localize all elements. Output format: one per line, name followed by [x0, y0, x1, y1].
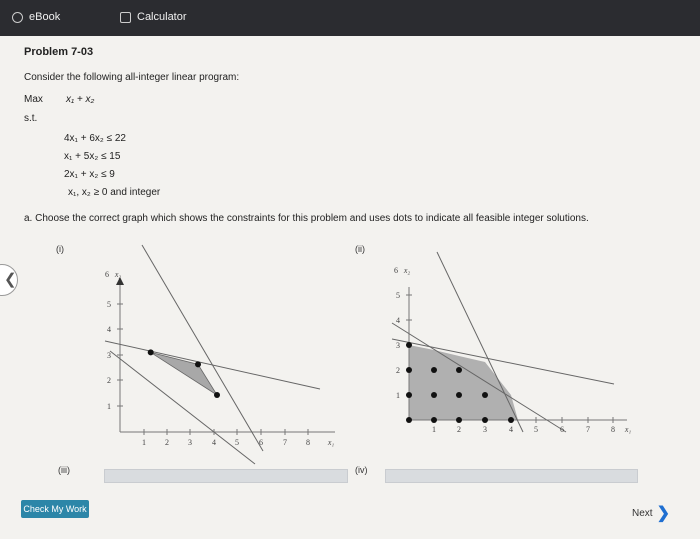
- constraint-4: x₁, x₂ ≥ 0 and integer: [68, 187, 161, 198]
- x-axis-label: x₁: [624, 425, 632, 434]
- objective-expression: x₁ + x₂: [66, 94, 95, 105]
- x-tick-label-1: 1: [142, 438, 146, 447]
- graph-option-i[interactable]: [100, 251, 350, 451]
- ebook-icon: [12, 12, 23, 23]
- y-tick-label-1: 1: [396, 391, 400, 400]
- y-tick-label-3: 3: [396, 341, 400, 350]
- ebook-tab[interactable]: [12, 11, 60, 23]
- x-tick-label-8: 8: [611, 425, 615, 434]
- x-tick-label-6: 6: [259, 438, 263, 447]
- subject-to-label: s.t.: [24, 113, 38, 124]
- option-i-label: (i): [56, 244, 64, 254]
- objective-label: Max: [24, 94, 43, 105]
- top-toolbar: [0, 0, 700, 36]
- problem-title: Problem 7-03: [24, 46, 94, 58]
- feasible-region-shading: [409, 345, 518, 420]
- y-tick-label-5: 5: [396, 291, 400, 300]
- check-my-work-button[interactable]: Check My Work: [21, 500, 89, 518]
- calculator-icon: [120, 12, 131, 23]
- x-tick-label-3: 3: [483, 425, 487, 434]
- chevron-right-icon: ❯: [656, 505, 670, 522]
- x-tick-label-2: 2: [457, 425, 461, 434]
- calculator-label: Calculator: [137, 11, 187, 23]
- y-tick-label-2: 2: [107, 376, 111, 385]
- next-button[interactable]: [632, 504, 670, 522]
- x-tick-label-8: 8: [306, 438, 310, 447]
- x-tick-label-2: 2: [165, 438, 169, 447]
- calculator-tab[interactable]: [120, 11, 187, 23]
- y-tick-label-6: 6: [394, 266, 398, 275]
- constraint-line-3: [142, 245, 263, 451]
- ebook-label: eBook: [29, 11, 61, 23]
- y-tick-label-1: 1: [107, 402, 111, 411]
- option-iv-graph-strip[interactable]: [385, 469, 638, 483]
- x-tick-label-5: 5: [534, 425, 538, 434]
- option-ii-label: (ii): [355, 244, 365, 254]
- y-tick-label-2: 2: [396, 366, 400, 375]
- x-tick-label-6: 6: [560, 425, 564, 434]
- x-tick-label-3: 3: [188, 438, 192, 447]
- x-tick-label-7: 7: [283, 438, 287, 447]
- constraint-2: x₁ + 5x₂ ≤ 15: [64, 151, 121, 162]
- x-axis-label: x₁: [327, 438, 335, 447]
- option-iii-graph-strip[interactable]: [104, 469, 348, 483]
- y-tick-label-3: 3: [107, 351, 111, 360]
- constraint-1: 4x₁ + 6x₂ ≤ 22: [64, 133, 126, 144]
- constraint-3: 2x₁ + x₂ ≤ 9: [64, 169, 115, 180]
- x-tick-label-7: 7: [586, 425, 590, 434]
- x-tick-label-4: 4: [212, 438, 216, 447]
- y-axis-label: x₂: [403, 266, 411, 275]
- option-iii-label: (iii): [58, 465, 70, 475]
- x-tick-label-1: 1: [432, 425, 436, 434]
- constraint-line-1: [105, 341, 320, 389]
- chevron-left-icon: ❮: [4, 271, 17, 288]
- graph-option-ii[interactable]: [382, 257, 637, 457]
- next-label: Next: [632, 507, 653, 519]
- x-tick-label-4: 4: [509, 425, 513, 434]
- y-tick-label-4: 4: [107, 325, 111, 334]
- x-tick-label-5: 5: [235, 438, 239, 447]
- option-iv-label: (iv): [355, 465, 368, 475]
- y-tick-label-6: 6: [105, 270, 109, 279]
- y-axis-label: x₂: [114, 270, 122, 279]
- problem-intro: Consider the following all-integer linear program:: [24, 72, 240, 83]
- problem-content: [0, 36, 700, 539]
- y-tick-label-5: 5: [107, 300, 111, 309]
- part-a-question: a. Choose the correct graph which shows the constraints for this problem and uses dots to indicate all feasible integer solutions.: [24, 213, 589, 224]
- y-tick-label-4: 4: [396, 316, 400, 325]
- previous-page-button[interactable]: [0, 264, 18, 296]
